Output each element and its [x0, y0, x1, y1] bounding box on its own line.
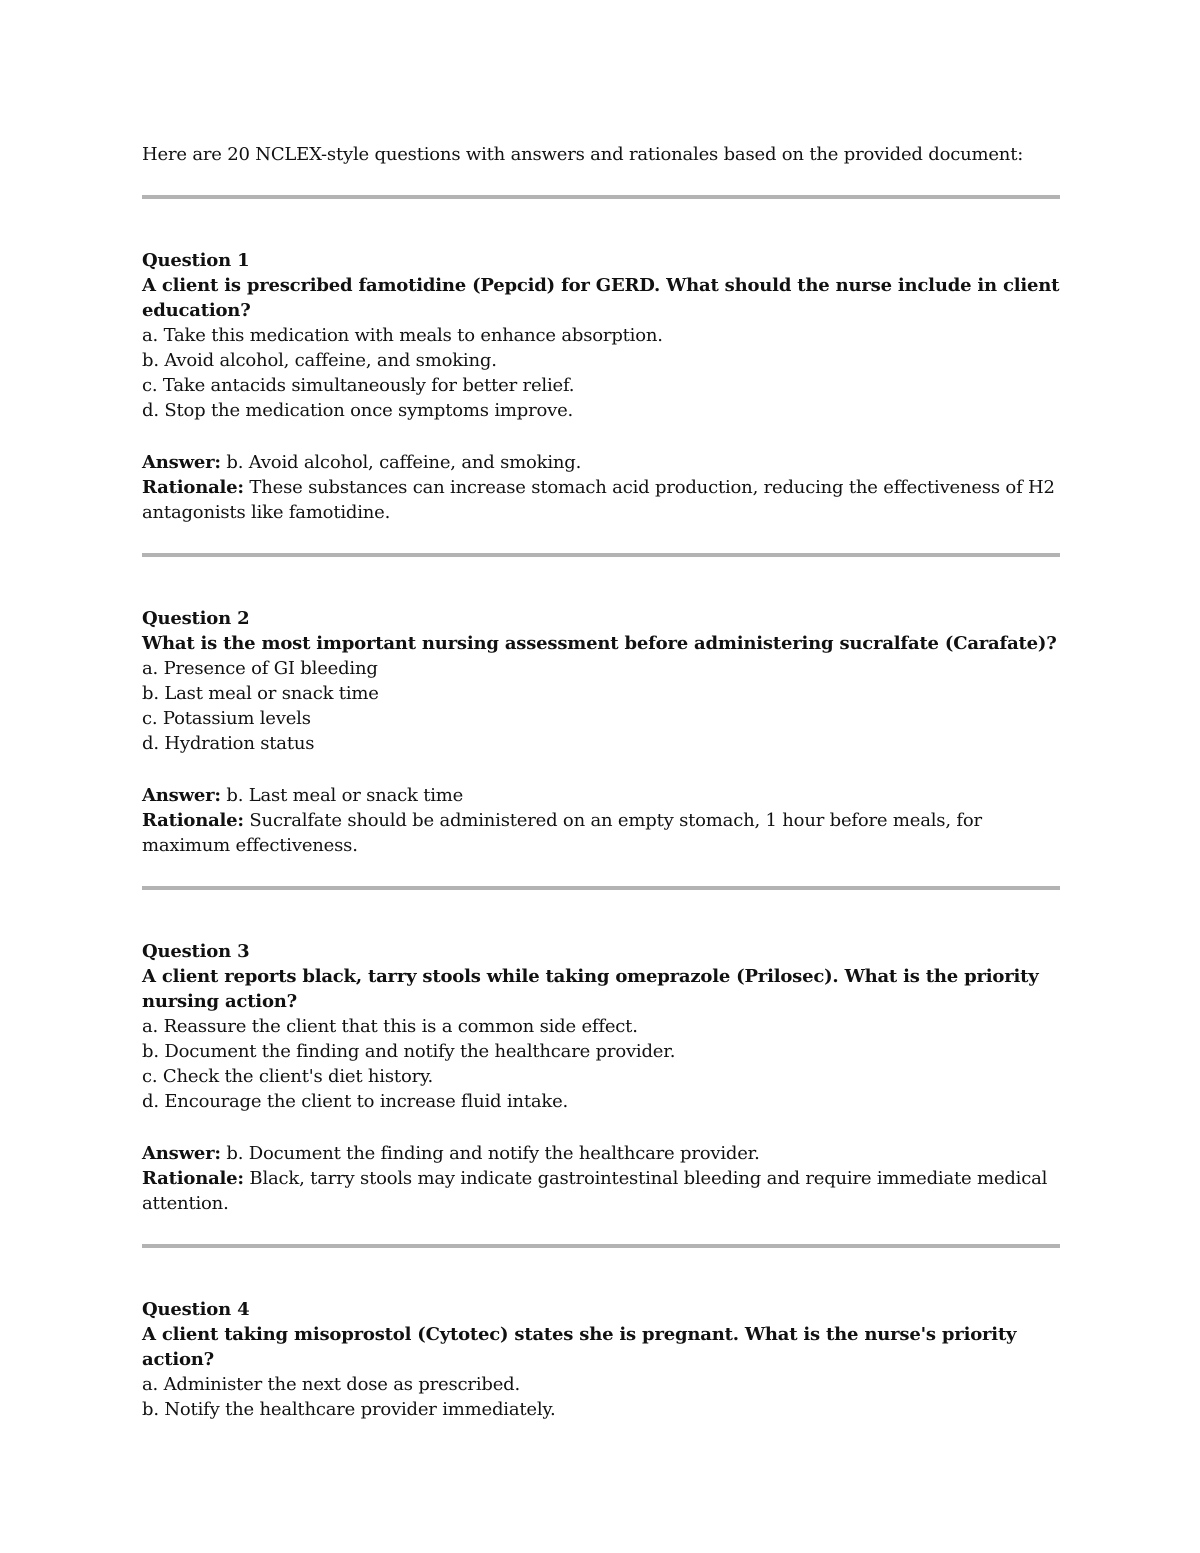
question-title: Question 3 — [142, 941, 250, 962]
question-text: A client is prescribed famotidine (Pepcid) for GERD. What should the nurse include in client education? — [142, 275, 1060, 321]
option-b: b. Last meal or snack time — [142, 683, 379, 704]
answer-label: Answer: — [142, 785, 221, 806]
question-text: A client taking misoprostol (Cytotec) states she is pregnant. What is the nurse's priority action? — [142, 1324, 1017, 1370]
answer-label: Answer: — [142, 1143, 221, 1164]
option-a: a. Reassure the client that this is a common side effect. — [142, 1016, 638, 1037]
rationale-line — [142, 1166, 1060, 1216]
answer-text: b. Document the finding and notify the healthcare provider. — [226, 1143, 760, 1164]
rationale-text: Sucralfate should be administered on an empty stomach, 1 hour before meals, for maximum effectiveness. — [142, 810, 982, 856]
rationale-label: Rationale: — [142, 477, 244, 498]
answer-line — [142, 783, 1060, 808]
answer-block — [142, 450, 1060, 525]
options-list — [142, 1014, 1060, 1114]
rationale-line — [142, 475, 1060, 525]
document-page — [142, 142, 1060, 1422]
question-text: A client reports black, tarry stools while taking omeprazole (Prilosec). What is the priority nursing action? — [142, 966, 1039, 1012]
rationale-text: These substances can increase stomach acid production, reducing the effectiveness of H2 antagonists like famotidine. — [142, 477, 1055, 523]
question-2 — [142, 606, 1060, 890]
option-c: c. Take antacids simultaneously for better relief. — [142, 375, 575, 396]
answer-line — [142, 1141, 1060, 1166]
divider — [142, 1244, 1060, 1248]
option-c: c. Potassium levels — [142, 708, 311, 729]
question-title: Question 1 — [142, 250, 250, 271]
intro-text: Here are 20 NCLEX-style questions with answers and rationales based on the provided document: — [142, 144, 1024, 165]
option-d: d. Encourage the client to increase fluid intake. — [142, 1091, 569, 1112]
answer-label: Answer: — [142, 452, 221, 473]
answer-block — [142, 783, 1060, 858]
divider — [142, 553, 1060, 557]
question-3 — [142, 939, 1060, 1248]
option-a: a. Take this medication with meals to enhance absorption. — [142, 325, 663, 346]
question-text: What is the most important nursing assessment before administering sucralfate (Carafate)? — [142, 633, 1057, 654]
options-list — [142, 1372, 1060, 1422]
option-b: b. Document the finding and notify the healthcare provider. — [142, 1041, 676, 1062]
answer-text: b. Last meal or snack time — [226, 785, 464, 806]
rationale-label: Rationale: — [142, 810, 244, 831]
question-4 — [142, 1297, 1060, 1422]
option-d: d. Hydration status — [142, 733, 315, 754]
options-list — [142, 656, 1060, 756]
question-title: Question 4 — [142, 1299, 250, 1320]
answer-text: b. Avoid alcohol, caffeine, and smoking. — [226, 452, 582, 473]
divider — [142, 886, 1060, 890]
option-d: d. Stop the medication once symptoms improve. — [142, 400, 574, 421]
options-list — [142, 323, 1060, 423]
option-a: a. Presence of GI bleeding — [142, 658, 378, 679]
question-title: Question 2 — [142, 608, 250, 629]
question-1 — [142, 248, 1060, 557]
option-c: c. Check the client's diet history. — [142, 1066, 434, 1087]
option-b: b. Notify the healthcare provider immediately. — [142, 1399, 556, 1420]
option-b: b. Avoid alcohol, caffeine, and smoking. — [142, 350, 497, 371]
rationale-line — [142, 808, 1060, 858]
rationale-text: Black, tarry stools may indicate gastrointestinal bleeding and require immediate medical attention. — [142, 1168, 1048, 1214]
divider — [142, 195, 1060, 199]
answer-line — [142, 450, 1060, 475]
option-a: a. Administer the next dose as prescribed. — [142, 1374, 521, 1395]
rationale-label: Rationale: — [142, 1168, 244, 1189]
answer-block — [142, 1141, 1060, 1216]
